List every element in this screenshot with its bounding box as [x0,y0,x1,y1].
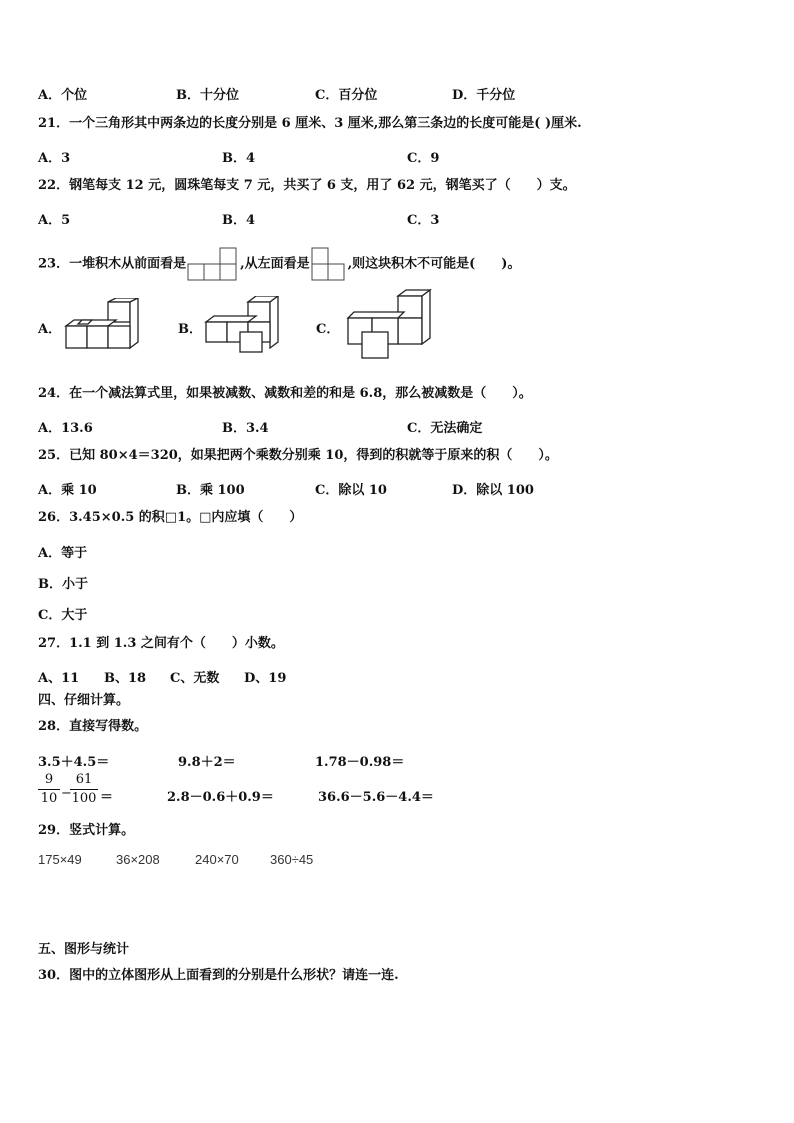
q24-option-b[interactable]: B．3.4 [222,421,269,436]
q27-option-c[interactable]: C、无数 [170,671,220,686]
q23-stem-part3: ,则这块积木不可能是( )。 [347,256,521,272]
q20-option-a[interactable]: A．个位 [38,88,88,103]
q27-option-d[interactable]: D、19 [244,671,287,686]
q26-option-c[interactable]: C．大于 [38,608,88,623]
q24-option-a[interactable]: A．13.6 [38,421,93,436]
fraction-bar [38,789,60,790]
q29-item-4: 360÷45 [270,852,314,867]
q26-option-a[interactable]: A．等于 [38,546,88,561]
q29-item-3: 240×70 [195,852,239,867]
q23-option-b[interactable]: B． [178,322,202,337]
q20-option-b[interactable]: B．十分位 [176,88,239,103]
q24-stem: 24．在一个减法算式里，如果被减数、减数和差的和是 6.8，那么被减数是（ ）。 [38,386,532,401]
q21-option-b[interactable]: B．4 [222,151,256,166]
q29-stem: 29．竖式计算。 [38,823,135,838]
q21-option-a[interactable]: A．3 [38,151,71,166]
q23-option-a-blocks [62,298,142,354]
q23-stem-part2: ,从左面看是 [240,256,310,272]
q29-item-1: 175×49 [38,852,82,867]
q21-option-c[interactable]: C．9 [407,151,440,166]
q29-item-2: 36×208 [116,852,160,867]
front-view-icon [186,246,240,282]
q25-option-c[interactable]: C．除以 10 [315,483,387,498]
fraction-denominator: 10 [40,791,58,806]
q20-option-c[interactable]: C．百分位 [315,88,378,103]
q27-stem: 27．1.1 到 1.3 之间有个（ ）小数。 [38,636,284,651]
fraction-numerator: 61 [75,772,93,787]
q23-option-a[interactable]: A． [38,322,62,337]
q22-option-b[interactable]: B．4 [222,213,256,228]
q23-option-c[interactable]: C． [316,322,340,337]
section-4-heading: 四、仔细计算。 [38,693,130,708]
q28-equals-sign: ＝ [100,790,114,805]
q25-stem: 25．已知 80×4＝320，如果把两个乘数分别乘 10，得到的积就等于原来的积（ ）。 [38,448,558,463]
fraction-numerator: 9 [44,772,54,787]
q21-stem: 21．一个三角形其中两条边的长度分别是 6 厘米、3 厘米,那么第三条边的长度可能是( )厘米. [38,116,582,131]
q20-option-d[interactable]: D．千分位 [452,88,516,103]
left-view-icon [310,246,348,282]
q28-stem: 28．直接写得数。 [38,719,148,734]
q23-option-b-blocks [202,296,282,356]
q28-item-2: 9.8＋2＝ [178,755,236,770]
q25-option-b[interactable]: B．乘 100 [176,483,245,498]
q25-option-a[interactable]: A．乘 10 [38,483,97,498]
q30-stem: 30．图中的立体图形从上面看到的分别是什么形状？请连一连. [38,968,399,983]
q28-item-5: 2.8－0.6＋0.9＝ [167,790,274,805]
q22-stem: 22．钢笔每支 12 元，圆珠笔每支 7 元，共买了 6 支，用了 62 元，钢笔买了（ ）支。 [38,178,576,193]
fraction-bar [70,789,98,790]
fraction-denominator: 100 [71,791,97,806]
q28-fraction-2 [70,772,98,807]
q26-option-b[interactable]: B．小于 [38,577,88,592]
q27-option-a[interactable]: A、11 [38,671,80,686]
q22-option-a[interactable]: A．5 [38,213,71,228]
q22-option-c[interactable]: C．3 [407,213,440,228]
q28-item-1: 3.5＋4.5＝ [38,755,110,770]
q24-option-c[interactable]: C．无法确定 [407,421,483,436]
q27-option-b[interactable]: B、18 [104,671,147,686]
q23-stem-part1: 23．一堆积木从前面看是 [38,256,187,272]
section-5-heading: 五、图形与统计 [38,942,130,957]
q28-minus-sign: − [61,786,72,801]
q28-fraction-1 [38,772,60,807]
q25-option-d[interactable]: D．除以 100 [452,483,534,498]
q28-item-3: 1.78－0.98＝ [315,755,405,770]
q28-item-6: 36.6－5.6－4.4＝ [318,790,434,805]
q26-stem: 26．3.45×0.5 的积□1。□内应填（ ） [38,510,303,525]
q23-stem [38,246,520,282]
